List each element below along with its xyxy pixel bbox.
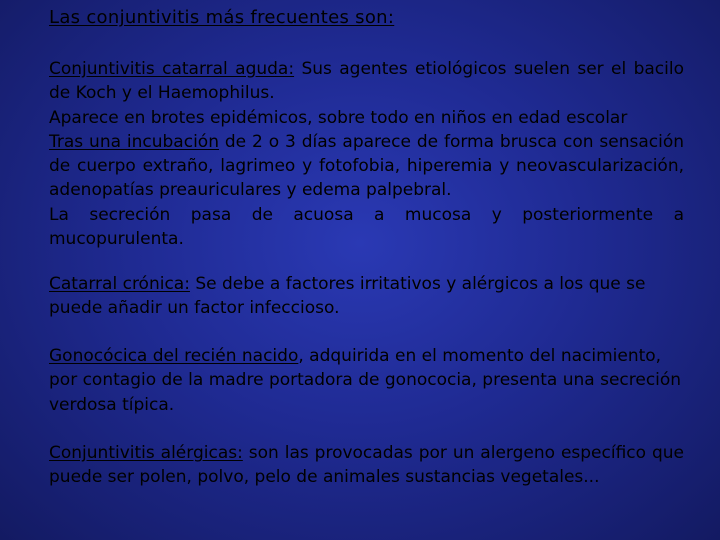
phrase-tras-una-incubacion: Tras una incubación [49, 131, 219, 152]
heading-catarral-cronica: Catarral crónica: [49, 274, 190, 294]
section-alergicas [49, 441, 684, 490]
section-catarral-cronica [49, 272, 684, 321]
section-catarral-aguda [49, 57, 684, 251]
text-gonococica: , adquirida en el momento del nacimiento, por contagio de la madre portadora de gonococia, presenta una secreción verdosa típica. [49, 346, 682, 415]
text-catarral-aguda-agents: Sus agentes etiológicos suelen ser el bacilo de Koch y el Haemophilus. [49, 59, 684, 104]
text-catarral-aguda-brotes: Aparece en brotes epidémicos, sobre todo en niños en edad escolar [49, 107, 628, 128]
heading-gonococica: Gonocócica del recién nacido [49, 346, 299, 366]
text-catarral-cronica: Se debe a factores irritativos y alérgicos a los que se puede añadir un factor infeccioso. [49, 274, 646, 319]
heading-alergicas: Conjuntivitis alérgicas: [49, 443, 243, 463]
section-gonococica [49, 344, 684, 417]
text-alergicas: son las provocadas por un alergeno específico que puede ser polen, polvo, pelo de animales sustancias vegetales... [49, 443, 684, 488]
slide-title: Las conjuntivitis más frecuentes son: [49, 7, 395, 28]
section-catarral-aguda-symptoms [49, 130, 684, 203]
section-catarral-aguda-intro [49, 57, 684, 106]
heading-catarral-aguda: Conjuntivitis catarral aguda: [49, 59, 295, 79]
text-catarral-aguda-secretion: La secreción pasa de acuosa a mucosa y posteriormente a mucopurulenta. [49, 204, 684, 250]
text-catarral-aguda-symptoms: de 2 o 3 días aparece de forma brusca con sensación de cuerpo extraño, lagrimeo y fotofobia, hiperemia y neovascularización, adenopatías preauriculares y edema palpebral. [49, 131, 684, 201]
